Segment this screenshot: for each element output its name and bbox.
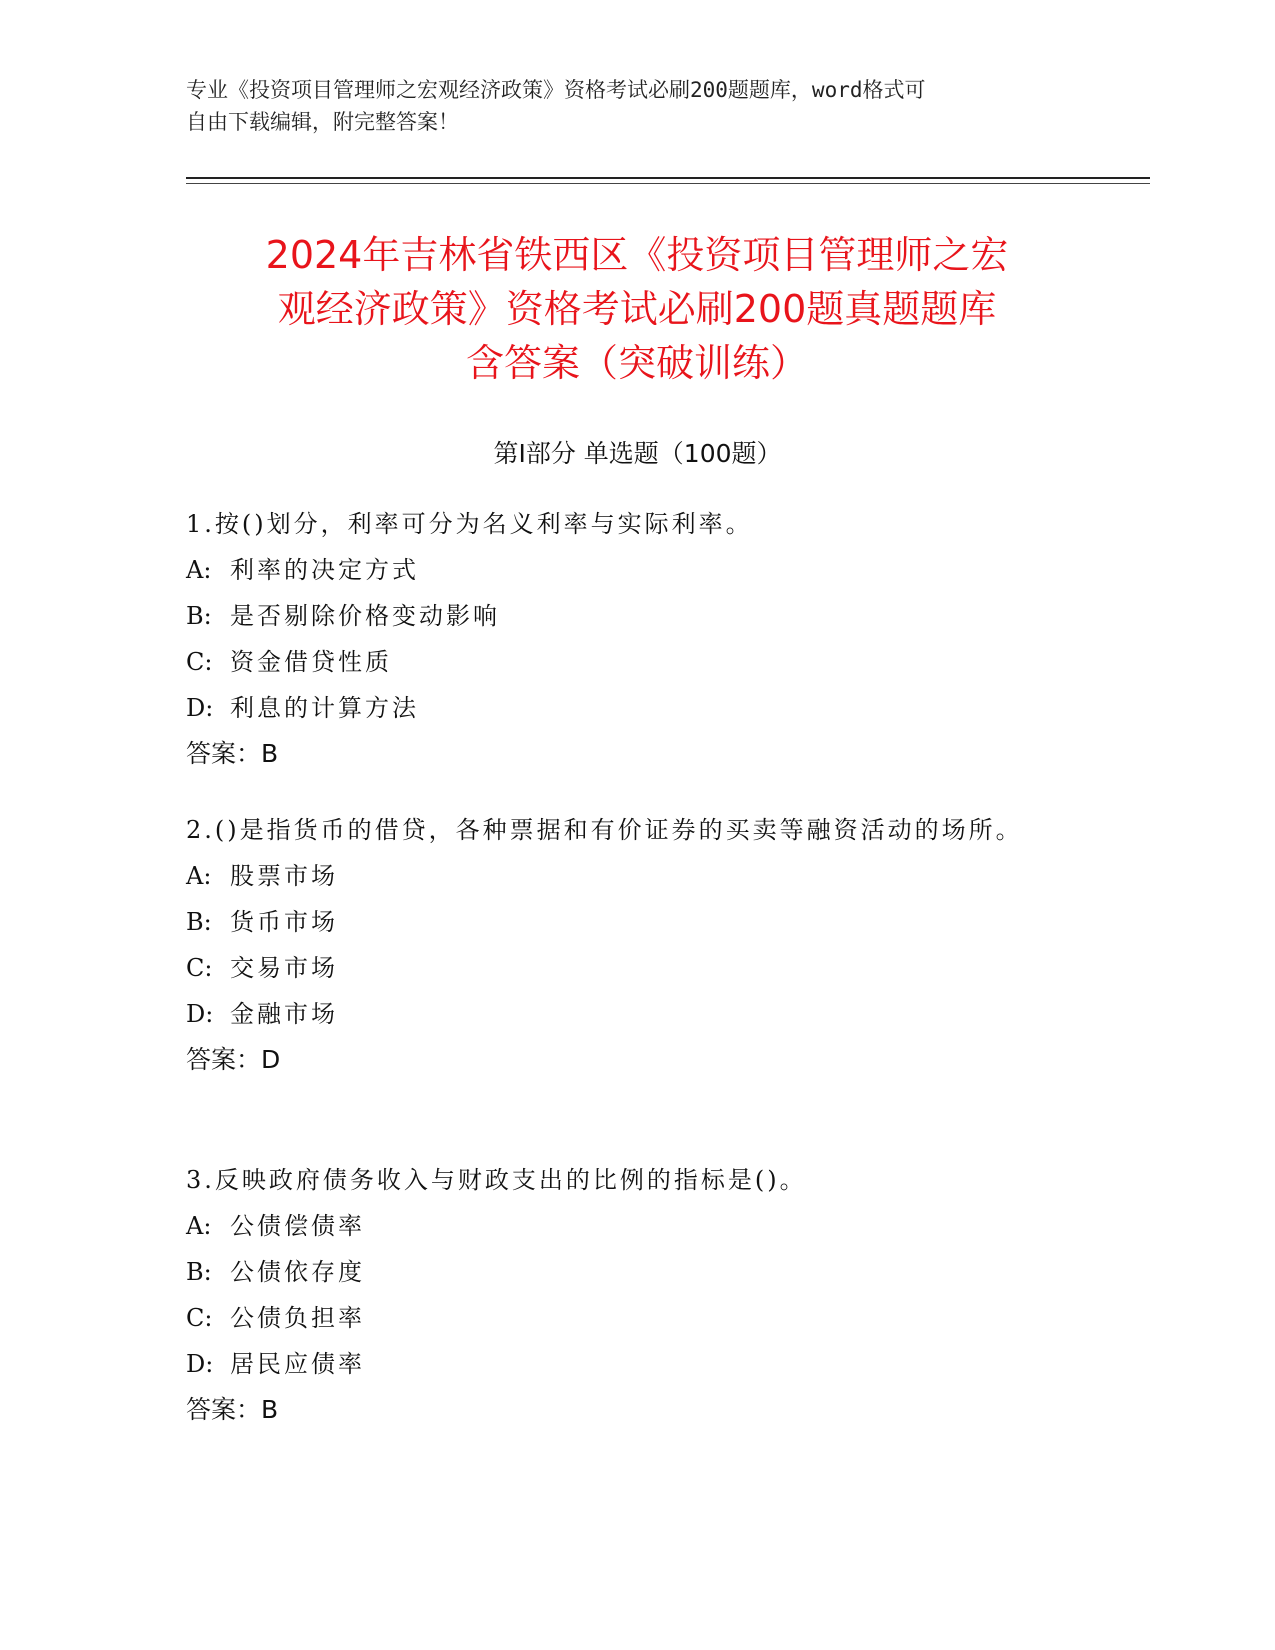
option-d [186,685,1106,731]
option-text: 居民应债率 [230,1350,365,1378]
option-text: 金融市场 [230,1000,338,1028]
header-note-line-2: 自由下载编辑，附完整答案！ [186,110,459,134]
question-2 [186,807,1106,1083]
option-key: B: [186,908,212,936]
title-line-2: 观经济政策》资格考试必刷200题真题题库 [277,287,997,331]
question-1 [186,501,1106,777]
option-c [186,1295,1106,1341]
option-d [186,1341,1106,1387]
document-title [160,228,1114,390]
option-a [186,853,1106,899]
option-text: 是否剔除价格变动影响 [230,602,500,630]
header-note [186,74,1066,138]
option-text: 公债依存度 [230,1258,365,1286]
option-b [186,1249,1106,1295]
answer-line: 答案：B [186,739,279,768]
title-line-1: 2024年吉林省铁西区《投资项目管理师之宏 [265,233,1009,277]
option-a [186,1203,1106,1249]
question-text: 3.反映政府债务收入与财政支出的比例的指标是()。 [186,1166,807,1194]
option-key: B: [186,1258,212,1286]
option-key: A: [186,862,212,890]
option-b [186,899,1106,945]
option-text: 交易市场 [230,954,338,982]
option-text: 股票市场 [230,862,338,890]
option-b [186,593,1106,639]
option-text: 公债负担率 [230,1304,365,1332]
option-key: D: [186,1000,214,1028]
question-text: 1.按()划分，利率可分为名义利率与实际利率。 [186,510,753,538]
header-divider-thick [186,177,1150,179]
option-text: 公债偿债率 [230,1212,365,1240]
option-text: 利率的决定方式 [230,556,419,584]
answer-line: 答案：B [186,1395,279,1424]
header-divider-thin [186,183,1150,184]
option-key: D: [186,694,214,722]
option-text: 利息的计算方法 [230,694,419,722]
option-key: A: [186,1212,212,1240]
answer-line: 答案：D [186,1045,281,1074]
title-line-3: 含答案（突破训练） [465,341,808,385]
option-key: A: [186,556,212,584]
option-key: D: [186,1350,214,1378]
header-note-line-1: 专业《投资项目管理师之宏观经济政策》资格考试必刷200题题库，word格式可 [186,78,926,102]
option-key: C: [186,954,213,982]
option-text: 货币市场 [230,908,338,936]
option-key: B: [186,602,212,630]
option-a [186,547,1106,593]
section-heading: 第Ⅰ部分 单选题（100题） [493,439,782,468]
option-text: 资金借贷性质 [230,648,392,676]
option-c [186,639,1106,685]
question-3 [186,1157,1106,1433]
option-d [186,991,1106,1037]
option-key: C: [186,648,213,676]
question-text: 2.()是指货币的借贷，各种票据和有价证券的买卖等融资活动的场所。 [186,816,1023,844]
option-key: C: [186,1304,213,1332]
option-c [186,945,1106,991]
